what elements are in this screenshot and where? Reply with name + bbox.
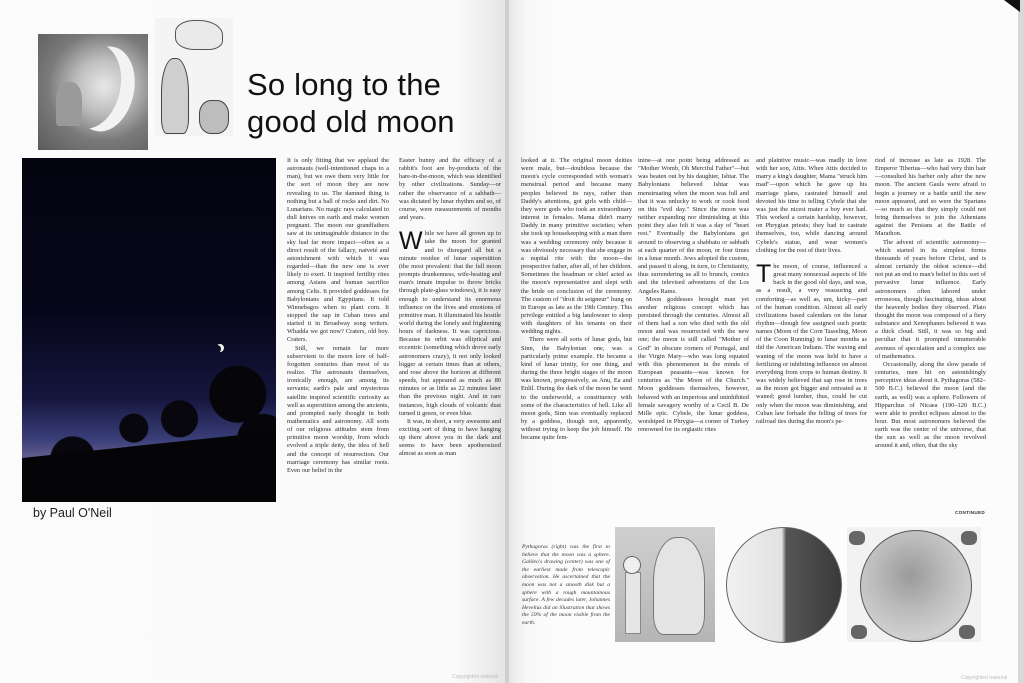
paragraph: It is only fitting that we applaud the astronauts (well-intentioned chaps to a man), but we owe them very little for the sort of moon they are now revealing to us. The damned thing is nothing but a ball of rocks and dirt. No Lunarians. No magic rays calculated to dull knives on earth and make women pregnant. The moon our grandfathers saw at its unimaginable distance in the sky had far more impact—often as a direct result of the fallacy, naiveté and astonishment with which it was regarded—than the new one is ever likely to exert. It inspired fertility rites among Asians and human sacrifice among Celts. It provided goddesses for Babylonians and Egyptians. It told Winnebagos when to plant corn. It stopped the sap in Cuban trees and started it in Broadway song writers. Whadda we got now? Craters, old boy. Craters. bbox=[287, 157, 389, 344]
book-gutter bbox=[505, 0, 509, 683]
paragraph: and plaintive music—was madly in love with her son, Attis. When Attis decided to marry a king's daughter, Mama "struck him mad"—upon which he gave up his marriage plans, castrated himself and devoted his time to telling Cybele that she was just the nicest mater a boy ever had. This worked a certain hardship, however, on Phrygian priests; they had to castrate themselves, too, while dancing around Cybele's statue, and wear women's clothing for the rest of their lives. bbox=[756, 157, 867, 254]
hevelius-moon-illustration-image bbox=[847, 527, 981, 642]
paragraph: Occasionally, along the slow parade of centuries, men hit on astonishingly perceptive ideas about it. Pythagoras (582–500 B.C.) believed the moon (and the earth, as well) was a sphere. Followers of Hipparchus of Nicaea (190–120 B.C.) were able to predict eclipses almost to the hour. But most astronomers believed the earth was the center of the universe, that the sun as well as the moon revolved around it and, often, that the sky bbox=[875, 360, 986, 450]
page-edge bbox=[1018, 0, 1024, 683]
continued-label: CONTINUED bbox=[955, 510, 986, 515]
pythagoras-engraving-image bbox=[615, 527, 715, 642]
paragraph: inine—at one point being addressed as "Mother Womb, Oh Merciful Father"—but was beaten out by his daughter, Ishtar. The Babylonians believed Ishtar was menstruating when the moon was full and that it was unlucky to work or cook food on this "evil day." Since the moon was neither expanding nor diminishing at this point they also felt it was a day of "heart rest." Eventually the Babylonians got around to observing a shabbatu or sabbath at each quarter of the moon, or four times in a lunar month. Jews adopted the custom, and passed it along, in turn, to Christianity, thus surrendering us all to brunch, comics and the televised adventures of the Los Angeles Rams. bbox=[638, 157, 749, 295]
paragraph-text: hile we have all grown up to take the moon for granted and to disregard all but a minute residue of lunar superstition (the most prevalent: that the full moon prompts drunkenness, wife-beating and man's innate impulse to throw bricks through plate-glass windows), it is easy enough to understand its enormous influence on the lives and emotions of primitive man. It illuminated his hostile world during the lonely and frightening hours of darkness. It was capricious. Because its orbit was elliptical and eccentric (something which drove early astronomers crazy), it not only looked bigger at certain times than at others, and rose above the horizon at different speeds, but appeared as much as 80 minutes or as little as 22 minutes later than the previous night. And in rare instances, high clouds of volcanic dust turned it green, or even blue. bbox=[399, 230, 501, 417]
paragraph-with-dropcap bbox=[756, 259, 867, 426]
article-headline bbox=[247, 66, 455, 140]
cherub-drawing bbox=[959, 625, 975, 639]
cherub-drawing bbox=[851, 625, 867, 639]
paragraph: Moon goddesses brought man yet another religious concept which has persisted through the centuries. Almost all of them had a son who died with the old moon and was resurrected with the new one; the moon is still called "Mother of God" in obscure corners of Portugal, and the Virgin Mary—who was long equated with this phenomenon in the minds of European peasants—was known for centuries as "the Moon of the Church." Moon goddesses themselves, however, behaved with an imperious and uninhibited female savagery worthy of a Cecil B. De Mille epic. Cybele, the lunar goddess, worshiped in Phrygia—a corner of Turkey renowned for its orgiastic rites bbox=[638, 295, 749, 434]
page-corner bbox=[1004, 0, 1020, 12]
globe-drawing bbox=[623, 556, 641, 574]
copyright-watermark: Copyrighted material bbox=[961, 675, 1008, 681]
paragraph-text: he moon, of course, influenced a great many nonsexual aspects of life back in the good old days, and was, as a result, a very reassuring and comforting—as well as, um, kicky—part of the human condition. Almost all early civilizations based calendars on the lunar rhythm—though few assigned such poetic names (Moon of the Corn Tasseling, Moon of the Coon Running) to lunar months as did the American Indians. The waxing and waning of the moon was held to have a fertilizing or inhibiting influence on almost everything from crops to human destiny. It was widely believed that sap rose in trees as the moon got bigger and retreated as it waned; good lumber, thus, could be cut only when the moon was diminishing, and Cuban law forbade the felling of trees for railroad ties during the moon's pe- bbox=[756, 262, 867, 425]
full-moon-disk-drawing bbox=[860, 530, 972, 642]
cherub-drawing bbox=[849, 531, 865, 545]
paragraph: riod of increase as late as 1928. The Emperor Tiberius—who had very thin hair—consulted his barber only after the new moon. The ancient Gauls were afraid to begin a journey or a battle until the new moon appeared, and so were the Spartans—so much so that they simply could not bring themselves to join the Athenians against the Persians at the Battle of Marathon. bbox=[875, 157, 986, 238]
headline-line-2: good old moon bbox=[247, 104, 455, 139]
night-sky-moon-photo bbox=[22, 158, 276, 502]
text-column-6 bbox=[875, 157, 986, 512]
woman-figure-drawing bbox=[56, 82, 82, 126]
dropcap-letter: W bbox=[399, 227, 423, 256]
cow-drawing bbox=[175, 20, 223, 50]
text-column-4 bbox=[638, 157, 749, 512]
dog-drawing bbox=[199, 100, 229, 134]
copyright-watermark: Copyrighted material bbox=[452, 674, 499, 680]
left-page bbox=[0, 0, 507, 683]
cat-fiddle-cow-illustration bbox=[155, 18, 233, 136]
cherub-drawing bbox=[961, 531, 977, 545]
paragraph: It was, in short, a very awesome and exciting sort of thing to have hanging up there above you in the dark and seems to have been apotheosized almost as soon as man bbox=[399, 417, 501, 458]
paragraph: The advent of scientific astronomy—which started in its simplest forms thousands of years before Christ, and is almost certainly the oldest science—did not put an end to man's belief in this sort of pervasive lunar influence. Early astronomers often labored under erroneous, though fascinating, ideas about the heavenly bodies they observed. Plato thought the moon was composed of a fiery substance and Xenophanes believed it was a thick cloud. Still, it was so big and peculiar that it prompted innumerable avenues of speculation and a complex use of mathematics. bbox=[875, 238, 986, 360]
paragraph: looked at it. The original moon deities were male, but—doubtless because the moon's cycle corresponded with woman's menstrual period and because many peoples believed its rays, rather than Daddy's attentions, got girls with child—they were gods who took an extraordinary interest in females. Mama didn't marry Daddy in many primitive societies; when she took up housekeeping with a man there was a wedding ceremony only because it was obviously necessary that she engage in a nuptial rite with the moon—the prospective father, after all, of her children. Sometimes the headman or chief acted as the moon's representative and slept with the bride on conclusion of the ceremony. The custom of "droit du seigneur" hung on in Europe as late as the 19th Century. This privilege entitled a big landowner to sleep with daughters of his tenants on their wedding nights. bbox=[521, 157, 632, 336]
text-column-2 bbox=[399, 157, 501, 502]
moon-woman-engraving-image bbox=[38, 34, 148, 150]
text-column-3 bbox=[521, 157, 632, 512]
galileo-moon-drawing-image bbox=[726, 527, 842, 643]
text-column-5 bbox=[756, 157, 867, 512]
paragraph: There were all sorts of lunar gods, but Sinn, the Babylonian one, was a particularly prime example. He became a kind of lunar trinity, for one thing, and during the three bright stages of the moon was known, progressively, as Anu, Ea and Enlil. During the dark of the moon he went to the underworld, a constituency with some of the characteristics of hell. Like all moon gods, Sinn was eventually replaced by a goddess, though not, apparently, without trying to keep the job himself. He became quite fem- bbox=[521, 336, 632, 442]
text-column-1 bbox=[287, 157, 389, 502]
paragraph: Easter bunny and the efficacy of a rabbit's foot are by-products of the hare-in-the-moon, which was identified by other civilizations. Sunday—or rather the observance of a sabbath—was dictated by lunar rhythm and so, of course, were measurements of months and years. bbox=[399, 157, 501, 222]
dropcap-letter: T bbox=[756, 259, 772, 288]
author-byline: by Paul O'Neil bbox=[33, 506, 112, 520]
pillar-drawing bbox=[625, 572, 641, 634]
seated-pythagoras-drawing bbox=[653, 537, 705, 635]
cat-with-fiddle-drawing bbox=[161, 58, 189, 134]
paragraph-with-dropcap bbox=[399, 227, 501, 418]
image-caption: Pythagoras (right) was the first to believe that the moon was a sphere. Galileo's drawing (center) was one of the earliest made from telescopic observation. He ascertained that the moon was not a smooth disk but a sphere with a rough mountainous surface. A few decades later, Johannes Hevelius did an illustration that shows the 59% of the moon visible from the earth. bbox=[522, 544, 610, 626]
paragraph: Still, we remain far more subservient to the moon lore of half-forgotten centuries than most of us realize. The astronauts themselves, ironically enough, are among its servants; earth's pale and mysterious satellite inspired scientific curiosity as well as superstition among the ancients, and prompted early thought in both mathematics and astronomy. All sorts of our religious attitudes stem from primitive moon worship, from which evolved a triple deity, the idea of hell and the concept of resurrection. Our marriage ceremony has similar roots. Even our belief in the bbox=[287, 344, 389, 474]
headline-line-1: So long to the bbox=[247, 67, 442, 102]
